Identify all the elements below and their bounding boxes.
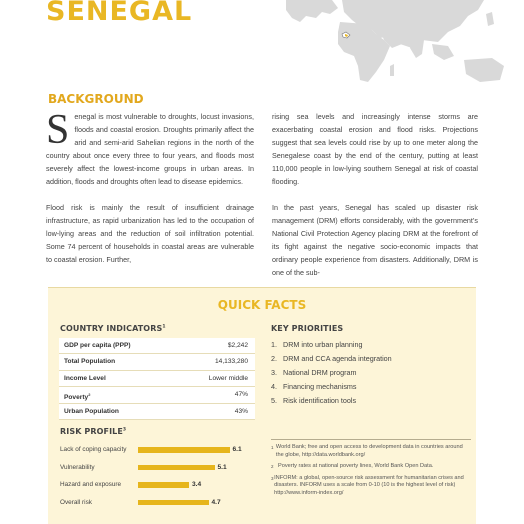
- risk-label: Overall risk: [60, 498, 92, 506]
- risk-bar: [138, 447, 230, 453]
- world-map-locator: [272, 0, 524, 86]
- key-priorities-list: [271, 338, 471, 408]
- risk-profile-heading: RISK PROFILE$^3$: [60, 427, 127, 436]
- quick-facts-title: QUICK FACTS: [217, 298, 307, 312]
- drop-cap: S: [46, 107, 70, 153]
- background-paragraph-1-text: enegal is most vulnerable to droughts, locust invasions, floods and coastal erosion. Droughts primarily affect the arid and semi-arid Sahelian regions in the north of the country about once every three to four years, and floods most severely affect the lowest-income groups in urban areas. In addition, floods and droughts often lead to disease epidemics.: [46, 112, 254, 186]
- background-paragraph-2: Flood risk is mainly the result of insufficient drainage infrastructure, as rapid urbanization has led to the occupation of low-lying areas and the reduction of soil infiltration potential. Some 74 percent of households in coastal areas are vulnerable to coastal erosion. Further,: [46, 203, 254, 264]
- map-landmass-europe: [286, 0, 338, 22]
- priority-item: 5. Risk identification tools: [271, 396, 357, 405]
- indicator-row: Total Population 14,133,280: [59, 354, 255, 370]
- risk-row: [60, 444, 260, 462]
- risk-label: Hazard and exposure: [60, 481, 122, 488]
- footnotes: [271, 439, 471, 501]
- risk-row: [60, 497, 260, 515]
- footnote: 1 World Bank; free and open access to development data in countries around the globe, http://data.worldbank.org/: [271, 444, 463, 458]
- risk-label: Lack of coping capacity: [60, 446, 127, 453]
- indicator-row: GDP per capita (PPP) $2,242: [59, 338, 255, 354]
- background-column-left: [46, 107, 254, 279]
- risk-value: 3.4: [192, 481, 202, 488]
- country-indicators-heading: COUNTRY INDICATORS$^1$: [60, 324, 166, 333]
- section-heading-background: BACKGROUND: [48, 92, 144, 106]
- page-title: SENEGAL: [46, 0, 193, 27]
- map-landmass-seasia: [432, 44, 454, 60]
- map-landmass-australia: [464, 58, 504, 82]
- priority-item: 4. Financing mechanisms: [271, 382, 357, 391]
- priority-item: 1. DRM into urban planning: [271, 340, 363, 349]
- background-column-right: [272, 110, 478, 292]
- background-paragraph-3: rising sea levels and increasingly intense storms are exacerbating coastal erosion and flood risks. Projections suggest that sea levels could rise by up to one meter along the Senegalese coast by the end of the century, putting at least 110,000 people in low-lying southern Senegal at risk of coastal flooding.: [272, 112, 478, 186]
- risk-value: 4.7: [211, 498, 221, 506]
- risk-bar: [138, 482, 189, 488]
- country-indicators-table: [59, 338, 255, 420]
- risk-label: Vulnerability: [60, 463, 95, 471]
- map-landmass-madagascar: [390, 64, 394, 76]
- key-priorities-heading: KEY PRIORITIES: [271, 324, 344, 333]
- indicator-row: Urban Population 43%: [59, 404, 255, 420]
- risk-profile-chart: [60, 444, 260, 514]
- quick-facts-panel: [48, 287, 476, 524]
- background-paragraph-4: In the past years, Senegal has scaled up disaster risk management (DRM) efforts considerably, with the government’s National Civil Protection Agency placing DRM at the forefront of its fight against the negative socio-economic impacts that ordinary people experience from disasters. Additionally, DRM is one of the sub-: [272, 203, 478, 277]
- indicator-row: Poverty$^2$ 47%: [59, 387, 255, 403]
- risk-value: 6.1: [232, 446, 242, 453]
- priority-item: 3. National DRM program: [271, 368, 357, 377]
- map-landmass-japan: [486, 12, 494, 26]
- map-landmass-india: [410, 40, 424, 58]
- footnote: 3 INFORM: a global, open-source risk assessment for humanitarian crises and disasters. INFORM uses a scale from 0-10 (10 is the highest level of risk) http://www.inform-index.org/: [271, 474, 464, 496]
- risk-row: [60, 462, 260, 480]
- risk-bar: [138, 465, 215, 471]
- indicator-row: Income Level Lower middle: [59, 371, 255, 387]
- footnote: 2 Poverty rates at national poverty lines, World Bank Open Data.: [271, 463, 434, 469]
- priority-item: 2. DRM and CCA agenda integration: [271, 354, 392, 363]
- risk-bar: [138, 500, 209, 506]
- background-paragraph-1: [46, 107, 254, 188]
- risk-row: [60, 479, 260, 497]
- risk-value: 5.1: [217, 463, 227, 471]
